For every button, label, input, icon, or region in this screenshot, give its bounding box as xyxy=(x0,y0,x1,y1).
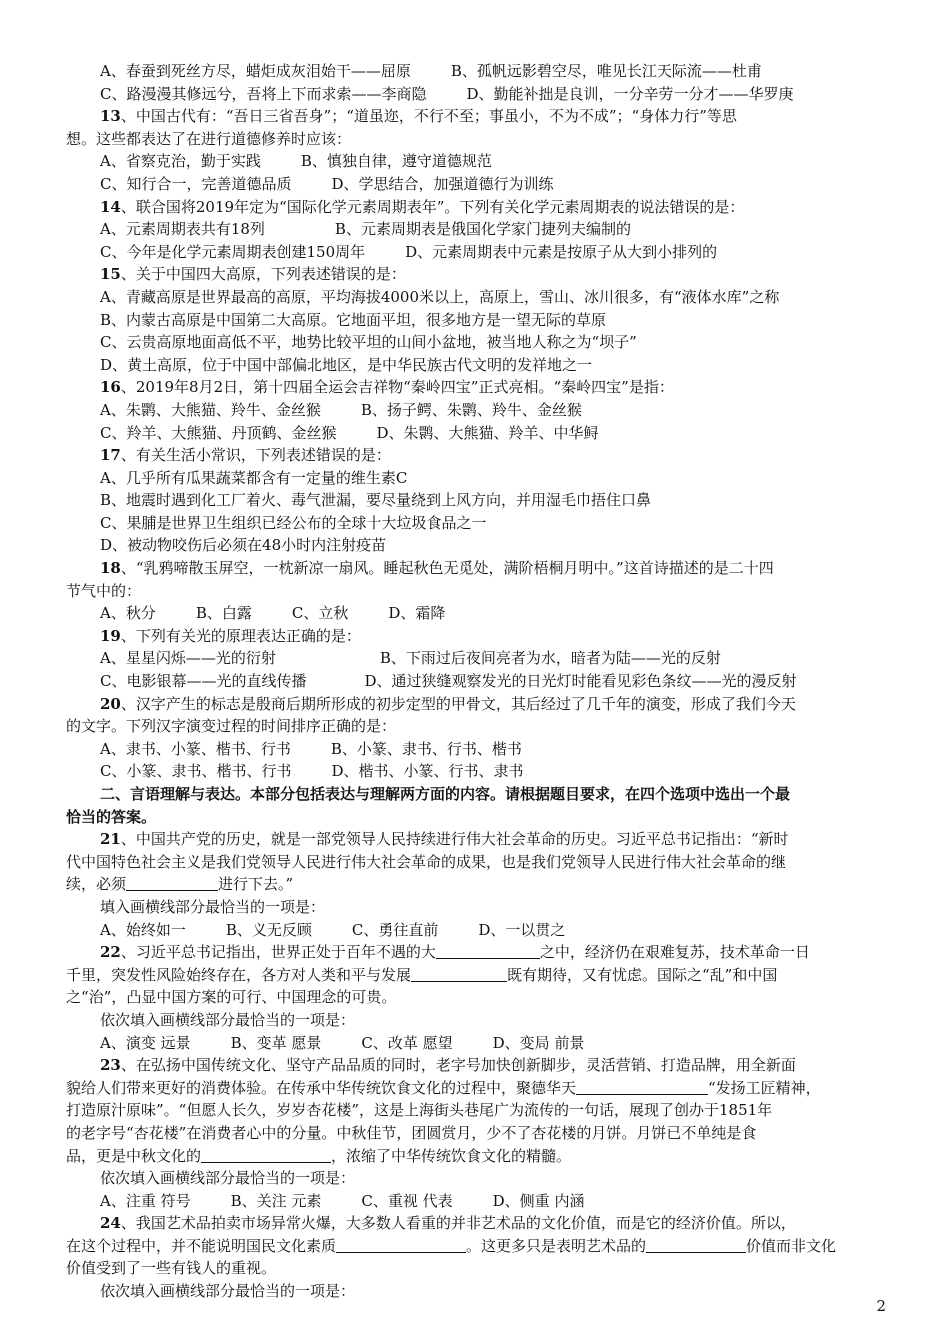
q13-option-b: B、慎独自律，遵守道德规范 xyxy=(300,152,492,171)
q24-stem-line-2a: 在这个过程中，并不能说明国民文化素质 xyxy=(66,1236,337,1255)
q17-number: 17 xyxy=(100,446,121,465)
question-24-stem xyxy=(66,1212,881,1235)
q20-stem-line-2: 的文字。下列汉字演变过程的时间排序正确的是： xyxy=(66,717,397,736)
q16-option-d: D、朱鹮、大熊猫、羚羊、中华鲟 xyxy=(376,423,599,442)
q21-stem-line-3a: 续，必须 xyxy=(66,875,127,894)
q15-option-a: A、青藏高原是世界最高的高原，平均海拔4000米以上，高原上，雪山、冰川很多，有“液体水库”之称 xyxy=(100,287,780,306)
section-2-heading-line-1: 二、言语理解与表达。本部分包括表达与理解两方面的内容。请根据题目要求，在四个选项中选出一个最 xyxy=(100,785,791,803)
q19-number: 19 xyxy=(100,626,121,645)
q17-option-c: C、果脯是世界卫生组织已经公布的全球十大垃圾食品之一 xyxy=(100,513,487,532)
q22-prompt: 依次填入画横线部分最恰当的一项是： xyxy=(100,1010,356,1029)
question-17-stem xyxy=(66,444,881,467)
q23-stem-line-5 xyxy=(66,1145,881,1168)
q23-stem-line-2a: 貌给人们带来更好的消费体验。在传承中华传统饮食文化的过程中，聚德华天 xyxy=(66,1078,577,1097)
q16-stem-line-1: 、2019年8月2日，第十四届全运会吉祥物“秦岭四宝”正式亮相。“秦岭四宝”是指： xyxy=(120,378,674,397)
question-16-stem xyxy=(66,376,881,399)
q18-stem-line-2: 节气中的： xyxy=(66,581,142,600)
question-21-stem xyxy=(66,828,881,851)
q19-option-c: C、电影银幕——光的直线传播 xyxy=(100,672,307,691)
question-15-stem xyxy=(66,263,881,286)
section-2-heading-line-2: 恰当的答案。 xyxy=(66,807,157,826)
q18-number: 18 xyxy=(100,559,121,578)
q13-option-d: D、学思结合，加强道德行为训练 xyxy=(331,174,554,193)
q20-number: 20 xyxy=(100,694,121,713)
question-22-stem xyxy=(66,941,881,964)
q18-option-a: A、秋分 xyxy=(100,604,156,623)
q21-option-b: B、义无反顾 xyxy=(225,920,312,939)
question-22-options xyxy=(66,1032,881,1055)
question-19-stem xyxy=(66,625,881,648)
q24-blank-2 xyxy=(646,1236,746,1253)
q23-stem-line-2 xyxy=(66,1077,881,1100)
question-16-options-cd xyxy=(66,422,881,445)
q17-stem-line-1: 、有关生活小常识，下列表述错误的是： xyxy=(120,446,391,465)
q22-option-a: A、演变 远景 xyxy=(100,1033,191,1052)
q22-stem-line-3: 之“治”，凸显中国方案的可行、中国理念的可贵。 xyxy=(66,988,397,1007)
q20-option-b: B、小篆、隶书、行书、楷书 xyxy=(330,739,522,758)
q16-option-b: B、扬子鳄、朱鹮、羚牛、金丝猴 xyxy=(360,400,582,419)
q17-option-a: A、几乎所有瓜果蔬菜都含有一定量的维生素C xyxy=(100,468,408,487)
q22-stem-line-2b: 既有期待，又有忧虑。国际之“乱”和中国 xyxy=(507,965,778,984)
q12-option-d: D、勤能补拙是良训，一分辛劳一分才——华罗庚 xyxy=(466,84,794,103)
q13-stem-line-2: 想。这些都表达了在进行道德修养时应该： xyxy=(66,129,352,148)
q23-option-c: C、重视 代表 xyxy=(361,1191,453,1210)
q18-option-d: D、霜降 xyxy=(388,604,446,623)
q15-option-d: D、黄土高原，位于中国中部偏北地区，是中华民族古代文明的发祥地之一 xyxy=(100,355,593,374)
q21-blank xyxy=(126,874,218,891)
q22-option-c: C、改革 愿望 xyxy=(361,1033,453,1052)
q21-option-a: A、始终如一 xyxy=(100,920,186,939)
q18-option-b: B、白露 xyxy=(195,604,252,623)
q21-option-d: D、一以贯之 xyxy=(478,920,566,939)
q13-stem-line-1: 、中国古代有：“吾日三省吾身”；“道虽迩，不行不至；事虽小，不为不成”；“身体力行”等思 xyxy=(120,107,737,126)
question-13-options-cd xyxy=(66,173,881,196)
q19-stem-line-1: 、下列有关光的原理表达正确的是： xyxy=(120,626,361,645)
question-23-stem xyxy=(66,1054,881,1077)
q20-stem-line-1: 、汉字产生的标志是殷商后期所形成的初步定型的甲骨文，其后经过了几千年的演变，形成了我们今天 xyxy=(120,694,796,713)
question-13-options-ab xyxy=(66,150,881,173)
question-20-options-cd xyxy=(66,760,881,783)
q14-stem-line-1: 、联合国将2019年定为“国际化学元素周期表年”。下列有关化学元素周期表的说法错误的是： xyxy=(120,197,745,216)
q22-stem-line-2a: 千里，突发性风险始终存在，各方对人类和平与发展 xyxy=(66,965,412,984)
q16-number: 16 xyxy=(100,378,121,397)
q20-option-c: C、小篆、隶书、楷书、行书 xyxy=(100,762,292,781)
question-14-options-ab xyxy=(66,218,881,241)
question-18-options xyxy=(66,602,881,625)
q22-option-d: D、变局 前景 xyxy=(492,1033,585,1052)
q15-option-c: C、云贵高原地面高低不平，地势比较平坦的山间小盆地，被当地人称之为“坝子” xyxy=(100,333,637,352)
question-20-stem xyxy=(66,693,881,716)
q19-option-d: D、通过狭缝观察发光的日光灯时能看见彩色条纹——光的漫反射 xyxy=(364,672,797,691)
q14-number: 14 xyxy=(100,197,121,216)
page-content xyxy=(66,60,881,1303)
q14-option-a: A、元素周期表共有18列 xyxy=(100,220,265,239)
q23-option-d: D、侧重 内涵 xyxy=(492,1191,585,1210)
q23-stem-line-3: 打造原汁原味”。“但愿人长久，岁岁杏花楼”，这是上海街头巷尾广为流传的一句话，展现了创办于1851年 xyxy=(66,1101,773,1120)
q23-option-a: A、注重 符号 xyxy=(100,1191,191,1210)
q23-blank-2 xyxy=(201,1146,331,1163)
q21-stem-line-3 xyxy=(66,873,881,896)
q20-option-a: A、隶书、小篆、楷书、行书 xyxy=(100,739,291,758)
q24-stem-line-2c: 价值而非文化 xyxy=(746,1236,837,1255)
question-14-options-cd xyxy=(66,241,881,264)
q21-prompt: 填入画横线部分最恰当的一项是： xyxy=(100,897,326,916)
q21-stem-line-3b: 进行下去。” xyxy=(218,875,294,894)
q24-stem-line-2 xyxy=(66,1235,881,1258)
question-12-options-cd xyxy=(66,83,881,106)
q18-stem-line-1: 、“乳鸦啼散玉屏空，一枕新凉一扇风。睡起秋色无觅处，满阶梧桐月明中。”这首诗描述的是二十四 xyxy=(120,559,774,578)
q14-option-c: C、今年是化学元素周期表创建150周年 xyxy=(100,242,366,261)
q16-option-a: A、朱鹮、大熊猫、羚牛、金丝猴 xyxy=(100,400,321,419)
q15-option-b: B、内蒙古高原是中国第二大高原。它地面平坦，很多地方是一望无际的草原 xyxy=(100,310,607,329)
q14-option-b: B、元素周期表是俄国化学家门捷列夫编制的 xyxy=(334,220,631,239)
q23-stem-line-5b: ，浓缩了中华传统饮食文化的精髓。 xyxy=(331,1146,572,1165)
q24-stem-line-3: 价值受到了一些有钱人的重视。 xyxy=(66,1259,277,1278)
q23-option-b: B、关注 元素 xyxy=(230,1191,322,1210)
q14-option-d: D、元素周期表中元素是按原子从大到小排列的 xyxy=(405,242,718,261)
q12-option-c: C、路漫漫其修远兮，吾将上下而求索——李商隐 xyxy=(100,84,427,103)
q12-option-a: A、春蚕到死丝方尽，蜡炬成灰泪始干——屈原 xyxy=(100,62,411,80)
q23-blank-1 xyxy=(576,1078,708,1095)
question-19-options-cd xyxy=(66,670,881,693)
q23-stem-line-1: 、在弘扬中国传统文化、坚守产品品质的同时，老字号加快创新脚步，灵活营销、打造品牌，用全新面 xyxy=(120,1056,796,1075)
q21-stem-line-2: 代中国特色社会主义是我们党领导人民进行伟大社会革命的成果，也是我们党领导人民进行伟大社会革命的继 xyxy=(66,852,787,871)
q22-option-b: B、变革 愿景 xyxy=(230,1033,322,1052)
q23-prompt: 依次填入画横线部分最恰当的一项是： xyxy=(100,1169,356,1188)
q22-stem-line-2 xyxy=(66,964,881,987)
q22-stem-line-1a: 、习近平总书记指出，世界正处于百年不遇的大 xyxy=(120,943,436,962)
question-13-stem xyxy=(66,105,881,128)
q24-stem-line-2b: 。这更多只是表明艺术品的 xyxy=(466,1236,647,1255)
q22-stem-line-1b: 之中，经济仍在艰难复苏，技术革命一日 xyxy=(539,943,810,962)
question-19-options-ab xyxy=(66,647,881,670)
q23-number: 23 xyxy=(100,1056,121,1075)
q13-number: 13 xyxy=(100,107,121,126)
question-14-stem xyxy=(66,196,881,219)
q15-number: 15 xyxy=(100,265,121,284)
q15-stem-line-1: 、关于中国四大高原，下列表述错误的是： xyxy=(120,265,406,284)
q23-stem-line-5a: 品，更是中秋文化的 xyxy=(66,1146,202,1165)
q13-option-a: A、省察克治，勤于实践 xyxy=(100,152,261,171)
q17-option-b: B、地震时遇到化工厂着火、毒气泄漏，要尽量绕到上风方向，并用湿毛巾捂住口鼻 xyxy=(100,491,652,510)
question-12-options-ab xyxy=(66,60,881,83)
q24-blank-1 xyxy=(336,1236,466,1253)
q21-number: 21 xyxy=(100,830,121,849)
q24-prompt: 依次填入画横线部分最恰当的一项是： xyxy=(100,1282,356,1301)
question-18-stem xyxy=(66,557,881,580)
q12-option-b: B、孤帆远影碧空尽，唯见长江天际流——杜甫 xyxy=(450,62,762,80)
question-23-options xyxy=(66,1190,881,1213)
q24-stem-line-1: 、我国艺术品拍卖市场异常火爆，大多数人看重的并非艺术品的文化价值，而是它的经济价值。所以， xyxy=(120,1214,796,1233)
q13-option-c: C、知行合一，完善道德品质 xyxy=(100,174,292,193)
q18-option-c: C、立秋 xyxy=(291,604,349,623)
q19-option-b: B、下雨过后夜间亮者为水，暗者为陆——光的反射 xyxy=(379,649,721,668)
q23-stem-line-2b: “发扬工匠精神， xyxy=(708,1078,821,1097)
q22-number: 22 xyxy=(100,943,121,962)
q23-stem-line-4: 的老字号“杏花楼”在消费者心中的分量。中秋佳节，团圆赏月，少不了杏花楼的月饼。月饼已不单纯是食 xyxy=(66,1123,757,1142)
q22-blank-2 xyxy=(411,965,507,982)
question-21-options xyxy=(66,919,881,942)
q21-option-c: C、勇往直前 xyxy=(351,920,439,939)
q16-option-c: C、羚羊、大熊猫、丹顶鹤、金丝猴 xyxy=(100,423,337,442)
q19-option-a: A、星星闪烁——光的衍射 xyxy=(100,649,276,668)
q24-number: 24 xyxy=(100,1214,121,1233)
page-number: 2 xyxy=(876,1297,886,1315)
q22-blank-1 xyxy=(436,942,540,959)
q21-stem-line-1: 、中国共产党的历史，就是一部党领导人民持续进行伟大社会革命的历史。习近平总书记指出：“新时 xyxy=(120,830,789,849)
q17-option-d: D、被动物咬伤后必须在48小时内注射疫苗 xyxy=(100,536,387,555)
question-16-options-ab xyxy=(66,399,881,422)
question-20-options-ab xyxy=(66,738,881,761)
q20-option-d: D、楷书、小篆、行书、隶书 xyxy=(331,762,524,781)
